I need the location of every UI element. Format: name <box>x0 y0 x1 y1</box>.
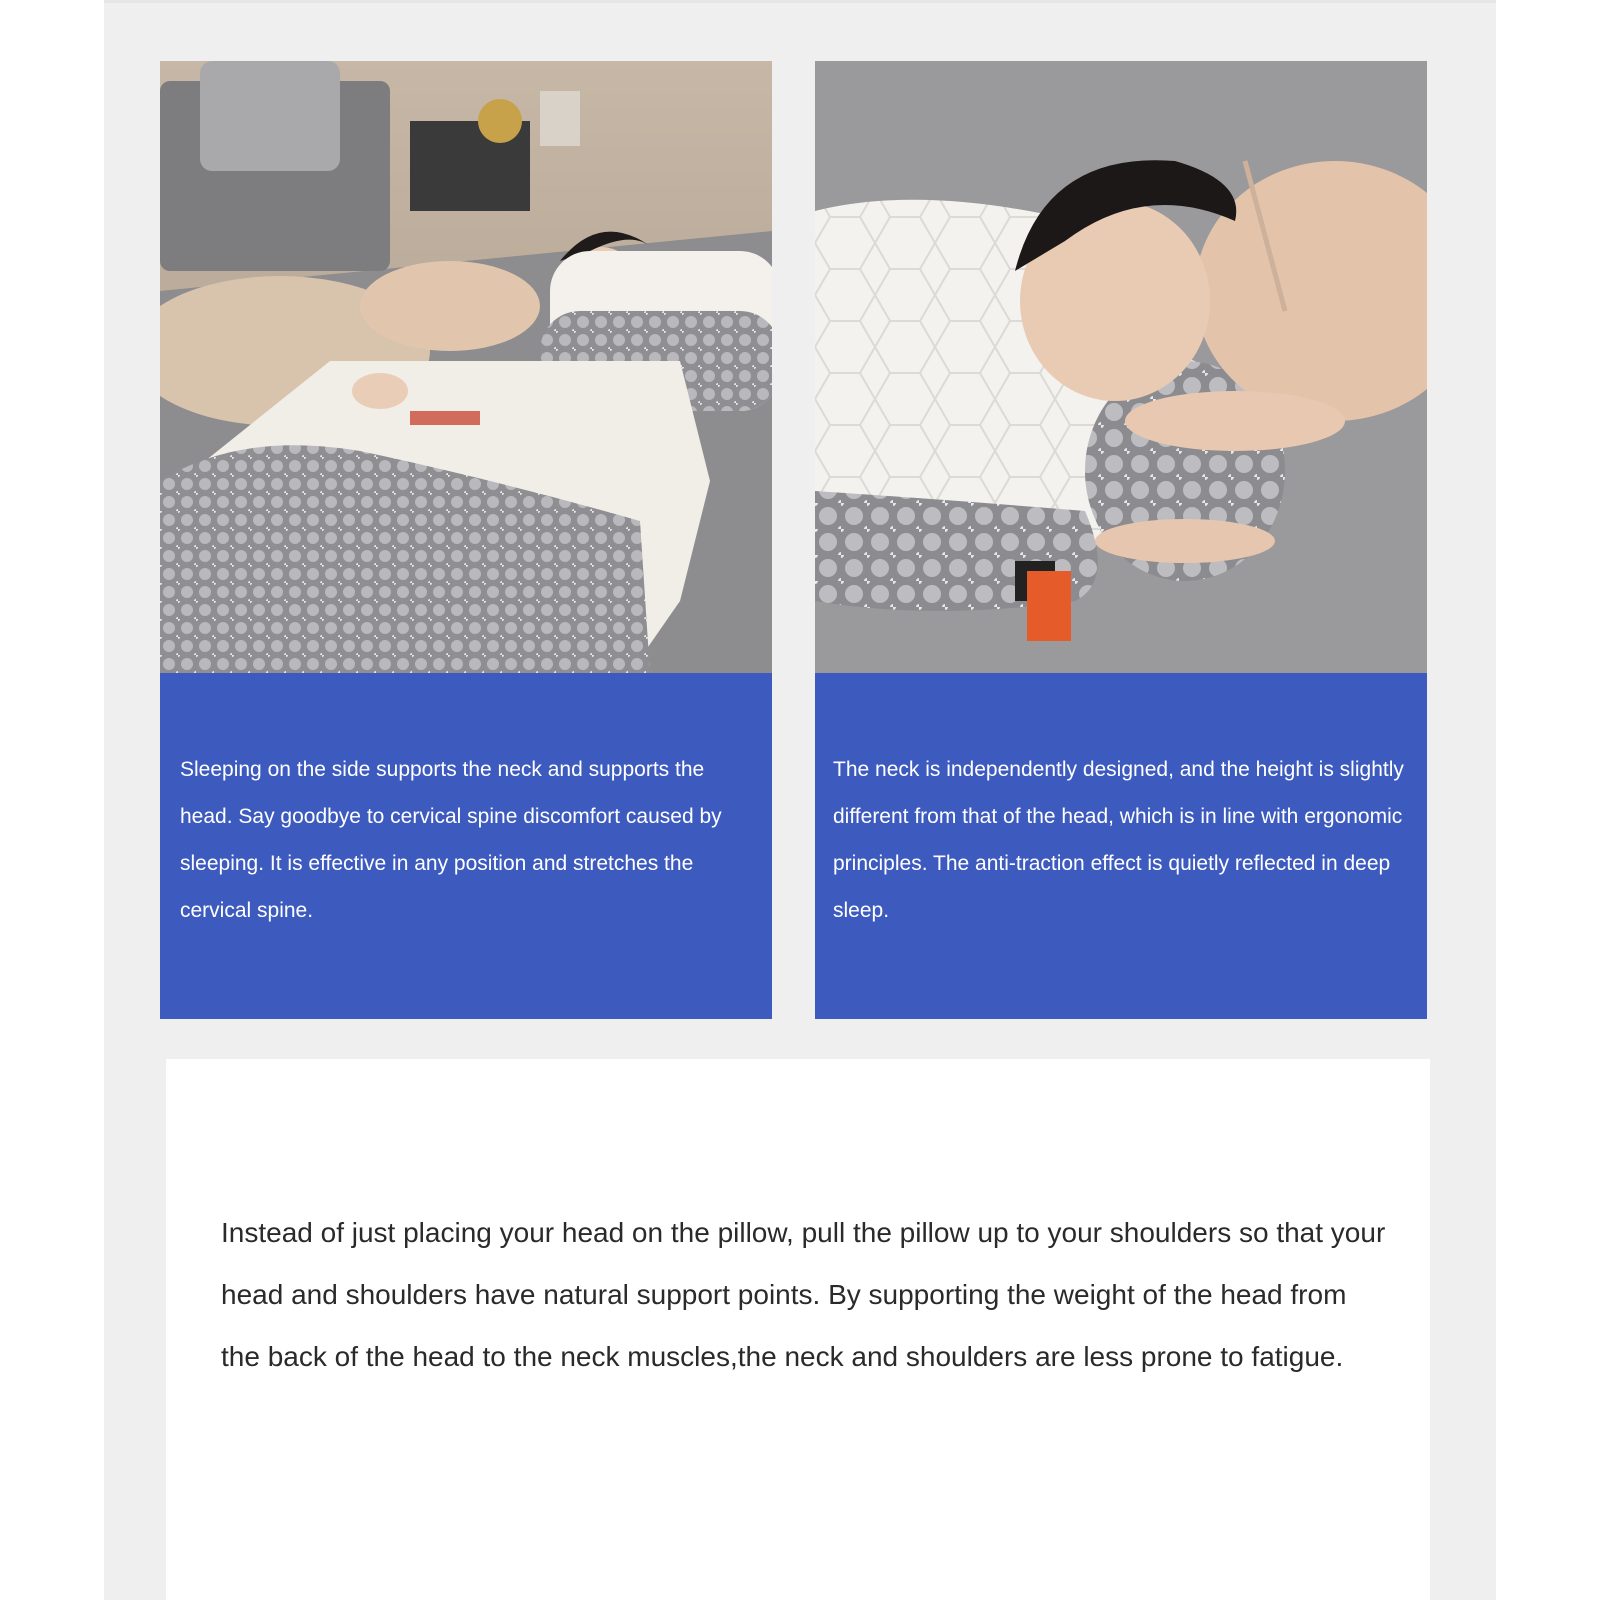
pillow-closeup-photo <box>815 61 1427 673</box>
feature-card-side-sleeping <box>160 61 772 1019</box>
side-sleeping-photo <box>160 61 772 673</box>
neck-design-description: The neck is independently designed, and the height is slightly different from that of the head, which is in line with ergonomic principles. The anti-traction effect is quietly reflected in deep sleep. <box>833 758 1404 922</box>
usage-instructions-panel <box>166 1059 1430 1603</box>
feature-card-neck-design <box>815 61 1427 1019</box>
usage-instructions-text: Instead of just placing your head on the pillow, pull the pillow up to your shoulders so that your head and shoulders have natural support points. By supporting the weight of the head from the back of the head to the neck muscles,the neck and shoulders are less prone to fatigue. <box>221 1217 1386 1372</box>
side-sleeping-description: Sleeping on the side supports the neck and supports the head. Say goodbye to cervical spine discomfort caused by sleeping. It is effective in any position and stretches the cervical spine. <box>180 758 722 922</box>
product-detail-page <box>104 0 1496 1600</box>
